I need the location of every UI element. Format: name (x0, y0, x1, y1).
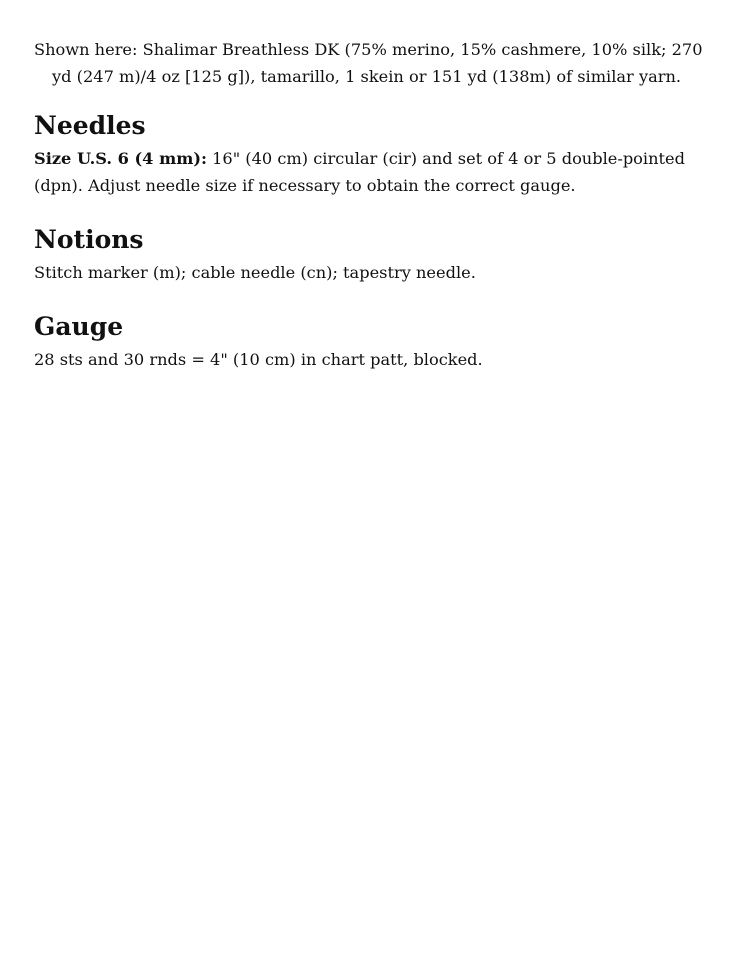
yarn-description: Shown here: Shalimar Breathless DK (75% merino, 15% cashmere, 10% silk; 270 yd (247 m)/4 oz [125 g]), tamarillo, 1 skein or 151 yd (138m) of similar yarn. (34, 40, 703, 86)
notions-heading: Notions (34, 225, 144, 254)
needles-text: 16" (40 cm) circular (cir) and set of 4 or 5 double-pointed (dpn). Adjust needle size if necessary to obtain the correct gauge. (34, 149, 685, 195)
needles-heading: Needles (34, 111, 146, 140)
gauge-description: 28 sts and 30 rnds = 4" (10 cm) in chart patt, blocked. (34, 350, 483, 369)
notions-description: Stitch marker (m); cable needle (cn); tapestry needle. (34, 263, 476, 282)
needles-size-label: Size U.S. 6 (4 mm): (34, 149, 207, 168)
gauge-heading: Gauge (34, 312, 124, 341)
document-page (34, 36, 724, 373)
needles-description (34, 145, 724, 199)
